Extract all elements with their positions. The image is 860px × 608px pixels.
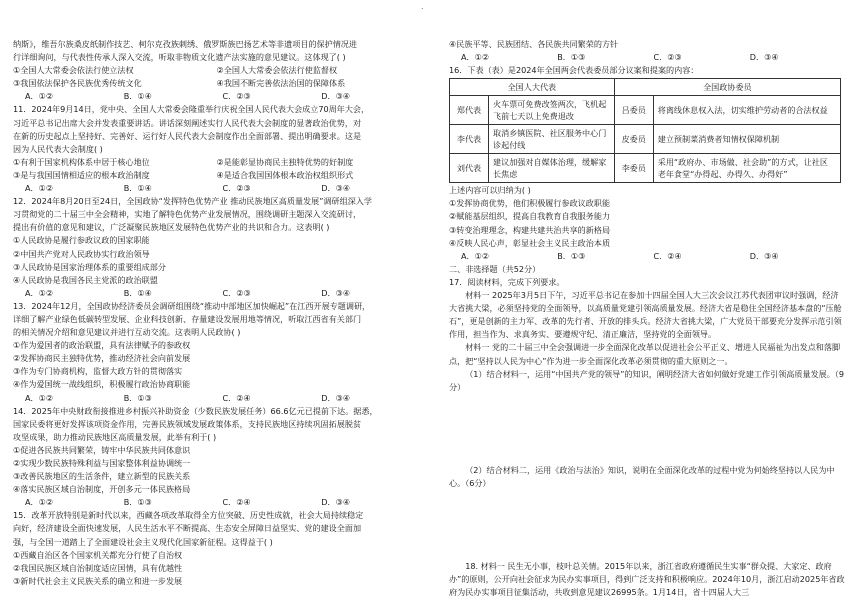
- q12-option: ②中国共产党对人民政协实行政治领导: [13, 248, 150, 259]
- answer-space: [449, 490, 846, 560]
- q14-answer: D．③④: [321, 497, 351, 508]
- deputy-name: 李代表: [450, 125, 489, 154]
- deputy-proposal: 建议加强对自媒体治理，缓解家长焦虑: [489, 154, 615, 183]
- q16-option: ②赋能基层组织，提高自我教育自我服务能力: [449, 211, 611, 222]
- q13-stem-line: 详细了解产业绿色低碳转型发展、企业科技创新、存量建设发展用地等情况，听取江西省有关部门: [13, 313, 362, 324]
- q11-answer: C．②③: [222, 183, 251, 194]
- table-header-deputies: 全国人大代表: [450, 79, 615, 96]
- q16-option: ③转变治理理念，构建共建共治共享的新格局: [449, 224, 611, 235]
- q11-answer: B．①④: [123, 183, 152, 194]
- q13-option: ①作为爱国者的政治联盟，具有法律赋予的参政权: [13, 340, 191, 351]
- deputy-name: 郑代表: [450, 96, 489, 125]
- q15-answer: D．③④: [749, 52, 779, 63]
- q10-option: ③我国依法保护各民族优秀传统文化: [13, 78, 142, 89]
- q17-requirement-2: （2）结合材料二，运用《政治与法治》知识，说明在全面深化改革的过程中党为何始终坚持以人民为中心。（6分）: [449, 464, 835, 488]
- q15-option: ②我国民族区域自治制度适应国情，具有优越性: [13, 562, 183, 573]
- q15-answer: B．①③: [557, 52, 586, 63]
- q12-answer: A．①②: [25, 287, 54, 298]
- q14-answer-row: [13, 496, 420, 509]
- q12-answer: C．②③: [222, 287, 251, 298]
- deputy-name: 刘代表: [450, 154, 489, 183]
- q12-option: ③人民政协是国家治理体系的重要组成部分: [13, 261, 166, 272]
- q16-option: ④反映人民心声，彰显社会主义民主政治本质: [449, 237, 611, 248]
- q14-option: ②实现少数民族特殊利益与国家整体利益协调统一: [13, 458, 191, 468]
- q13-stem-line: 13．2024年12月，全国政协经济委员会调研组围绕“推动中部地区加快崛起”在江西开展专题调研，: [13, 300, 371, 311]
- q16-answer: B．①③: [557, 250, 586, 261]
- q17-title: 17．阅读材料，完成下列要求。: [449, 276, 565, 287]
- q15-answer-row: [449, 51, 846, 64]
- deputy-proposal: 取消乡镇医院、社区服务中心门诊起付线: [489, 125, 615, 154]
- q13-option: ②发挥协商民主独特优势，推动经济社会向前发展: [13, 353, 191, 364]
- q15-stem-line: 强，与全国一道踏上了全面建设社会主义现代化国家新征程。这得益于( ): [13, 536, 273, 547]
- q16-answer: C．②④: [653, 250, 682, 261]
- q10-answer: B．①④: [123, 91, 152, 102]
- table-header-members: 全国政协委员: [614, 79, 840, 96]
- q12-option: ④人民政协是我国各民主党派的政治联盟: [13, 274, 158, 285]
- q14-answer: A．①②: [25, 497, 54, 508]
- q11-option: ①有利于国家机构体系中居于核心地位: [13, 156, 150, 167]
- q15-option: ③新时代社会主义民族关系的确立和进一步发展: [13, 575, 183, 586]
- member-proposal: 将离线休息权入法，切实维护劳动者的合法权益: [653, 96, 840, 125]
- q12-option: ①人民政协是履行参政议政的国家职能: [13, 235, 150, 246]
- q15-option: ①西藏自治区各个国家机关都充分行使了自治权: [13, 549, 183, 560]
- q11-stem-line: 因为人民代表大会制度( ): [13, 143, 103, 154]
- q14-stem-line: 攻坚成果，助力推动民族地区高质量发展，此举有利于( ): [13, 431, 217, 442]
- q15-option: ④民族平等、民族团结、各民族共同繁荣的方针: [449, 39, 619, 49]
- q16-answer: A．①②: [461, 250, 490, 261]
- member-name: 吕委员: [614, 96, 653, 125]
- q14-option: ①促进各民族共同繁荣，铸牢中华民族共同体意识: [13, 444, 191, 455]
- q13-option: ④作为爱国统一战线组织，积极履行政治协商职能: [13, 379, 191, 390]
- q14-stem-line: 国家民委将更好发挥该项资金作用，完善民族领域发展政策体系，支持民族地区持续巩固拓展脱贫: [13, 418, 362, 429]
- answer-space: [449, 394, 846, 464]
- table-header-row: [450, 79, 841, 96]
- q11-answer: D．③④: [321, 183, 351, 194]
- member-proposal: 采用“政府办、市场做、社会助”的方式，让社区老年食堂“办得起、办得久、办得好”: [653, 154, 840, 183]
- right-column: [449, 38, 846, 599]
- proposal-table: [449, 78, 841, 183]
- q13-option: ③作为专门协商机构，监督大政方针的贯彻落实: [13, 366, 183, 377]
- q15-answer: A．①②: [461, 52, 490, 63]
- q13-answer: B．①③: [123, 392, 152, 403]
- q14-answer: C．②④: [222, 497, 251, 508]
- q10-answer: A．①②: [25, 91, 54, 102]
- q13-stem-line: 的相关情况介绍和意见建议并进行互动交流。这表明人民政协( ): [13, 327, 241, 338]
- q10-option-row: [13, 64, 420, 77]
- table-row: [450, 154, 841, 183]
- q13-answer: C．②④: [222, 392, 251, 403]
- q17-material-2: 材料一 党的二十届三中全会强调进一步全面深化改革以促进社会公平正义、增进人民福祉为出发点和落脚点，把“坚持以人民为中心”作为进一步全面深化改革必须贯彻的重大原则之一。: [449, 342, 841, 366]
- q16-lead: 上述内容可以归纳为( ): [449, 185, 531, 196]
- q12-stem-line: 习贯彻党的二十届三中全会精神，实地了解特色优势产业发展情况，围绕调研主题深入交流研讨，: [13, 209, 362, 220]
- q10-answer: D．③④: [321, 91, 351, 102]
- q13-answer-row: [13, 392, 420, 405]
- q15-stem-line: 15．改革开放特别是新时代以来，西藏各项改革取得全方位突破、历史性成就，社会大局持续稳定: [13, 510, 364, 521]
- q11-answer: A．①②: [25, 183, 54, 194]
- q10-option: ④我国不断完善依法治国的保障体系: [216, 78, 346, 89]
- left-column: [13, 38, 420, 588]
- q18-material: 18. 材料一 民生无小事，枝叶总关情。2015年以来，浙江省政府遵循民生实事“群众提、大家定、政府办”的原则，公开向社会征求为民办实事项目，得到广泛支持和积极响应。2024年10月，浙江启动2025年省政府为民办实事项目征集活动，共收到意见建议26995条。1月14日，省十四届人大三: [449, 560, 845, 598]
- q10-stem-line: 纳斯》，维吾尔族桑皮纸制作技艺、柯尔克孜族刺绣、俄罗斯族巴扬艺术等非遗项目的保护情况进: [13, 39, 357, 49]
- table-row: [450, 125, 841, 154]
- q13-answer: D．③④: [321, 392, 351, 403]
- q14-option: ③改善民族地区的生活条件，建立新型的民族关系: [13, 471, 191, 482]
- page-top-mark: .: [421, 2, 424, 11]
- table-row: [450, 96, 841, 125]
- q12-answer: D．③④: [321, 287, 351, 298]
- q10-stem-line: 行详细询问，与代表性传承人深入交流，听取非物质文化遗产法实施的意见建议。这体现了( ): [13, 52, 346, 63]
- q14-option: ④落实民族区域自治制度，开创多元一体民族格局: [13, 484, 191, 495]
- q11-answer-row: [13, 182, 420, 195]
- q11-stem-line: 习近平总书记出席大会并发表重要讲话。讲话深刻阐述实行人民代表大会制度的显著政治优势，对: [13, 117, 362, 128]
- q16-answer: D．③④: [749, 250, 779, 261]
- q11-option: ③是与我国国情相适应的根本政治制度: [13, 169, 150, 180]
- q15-answer: C．②③: [653, 52, 682, 63]
- deputy-proposal: 火车票可免费改签两次，飞机起飞前七天以上免费退改: [489, 96, 615, 125]
- q11-option: ④是适合我国国体根本政治权组织形式: [216, 169, 354, 180]
- q10-option-row: [13, 77, 420, 90]
- q14-stem-line: 14．2025年中央财政衔接推进乡村振兴补助资金（少数民族发展任务）66.6亿元已提前下达。据悉，: [13, 405, 378, 416]
- member-name: 皮委员: [614, 125, 653, 154]
- q10-option: ②全国人大常委会依法行使监督权: [216, 65, 338, 76]
- q17-material-1: 材料一 2025年3月5日下午，习近平总书记在参加十四届全国人大三次会议江苏代表团审议时强调，经济大省挑大梁，必须坚持党的全面领导，以高质量党建引领高质量发展。经济大省是稳住全国经济基本盘的“压舱石”，更是创新的主力军、改革的先行者、开放的排头兵。经济大省挑大梁，广大党员干部要充分发挥示范引领作用，担当作为、求真务实、要遵规守纪、清正廉洁，坚持党的全面领导。: [449, 290, 842, 340]
- q10-answer: C．②③: [222, 91, 251, 102]
- q12-answer-row: [13, 287, 420, 300]
- q12-answer: B．①④: [123, 287, 152, 298]
- q15-stem-line: 向好，经济建设全面快速发展，人民生活水平不断提高、生态安全屏障日益坚实、党的建设全面加: [13, 523, 362, 534]
- section-heading: 二、非选择题（共52分）: [449, 263, 541, 274]
- q16-answer-row: [449, 250, 846, 263]
- q11-stem-line: 11．2024年9月14日，党中央、全国人大常委会隆重举行庆祝全国人民代表大会成立70周年大会，: [13, 104, 370, 115]
- member-proposal: 建立预制菜消费者知情权保障机制: [653, 125, 840, 154]
- q11-stem-line: 在新的历史起点上坚持好、完善好、运行好人民代表大会制度作出全面部署、提出明确要求。这是: [13, 130, 362, 141]
- q14-answer: B．①③: [123, 497, 152, 508]
- q11-option: ②是能彰显协商民主独特优势的好制度: [216, 156, 354, 167]
- member-name: 李委员: [614, 154, 653, 183]
- q13-answer: A．①②: [25, 392, 54, 403]
- q16-option: ①发挥协商优势，他们积极履行参政议政职能: [449, 198, 611, 209]
- q17-requirement-1: （1）结合材料一，运用“中国共产党的领导”的知识，阐明经济大省如何做好党建工作引领高质量发展。（9分）: [449, 368, 845, 392]
- q10-option: ①全国人大常委会依法行使立法权: [13, 65, 134, 76]
- q12-stem-line: 提出有价值的意见和建议，广泛凝聚民族地区发展特色优势产业的共识和合力。这表明( ): [13, 222, 330, 233]
- q16-stem: 16．下表（表）是2024年全国两会代表委员部分议案和提案的内容：: [449, 65, 699, 76]
- q10-answer-row: [13, 90, 420, 103]
- q12-stem-line: 12．2024年8月20日至24日，全国政协“发挥特色优势产业 推动民族地区高质量发展”调研组深入学: [13, 196, 372, 207]
- q11-option-row: [13, 156, 420, 169]
- q11-option-row: [13, 169, 420, 182]
